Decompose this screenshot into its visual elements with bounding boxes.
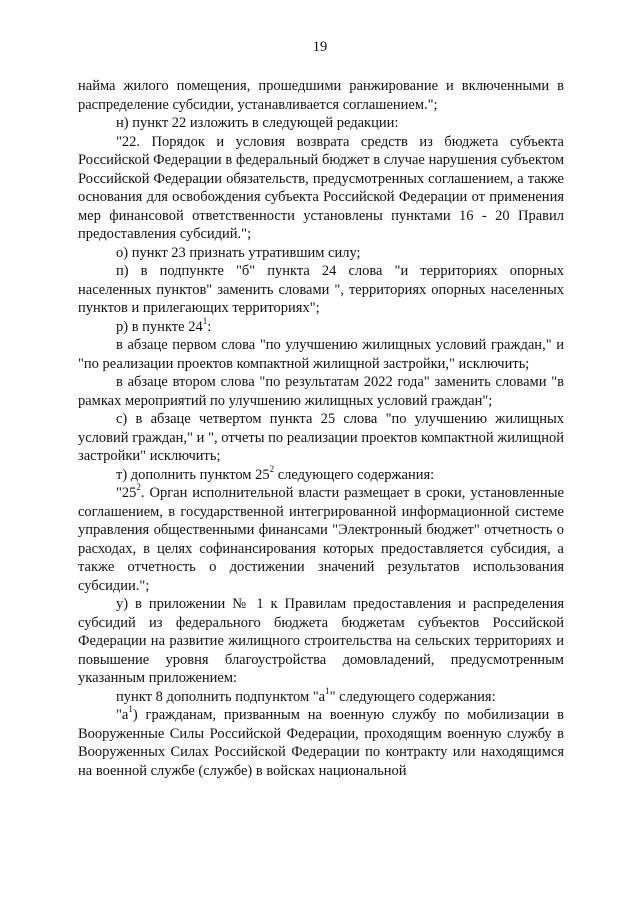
- paragraph-text: пункт 8 дополнить подпунктом "а: [116, 688, 326, 705]
- paragraph: [78, 315, 564, 337]
- superscript: 2: [136, 482, 141, 493]
- paragraph-text: р) в пункте 24: [116, 318, 203, 335]
- paragraph-text: :: [207, 318, 212, 335]
- paragraph: [78, 77, 564, 114]
- paragraph-text: " следующего содержания:: [329, 688, 496, 705]
- paragraph-text: "25: [116, 485, 137, 501]
- superscript: 1: [202, 315, 208, 326]
- paragraph: [78, 114, 564, 133]
- superscript: 1: [325, 685, 330, 696]
- superscript: 2: [269, 463, 275, 474]
- paragraph-text: у) в приложении № 1 к Правилам предоставления и распределения субсидий из федерального бюджета бюджетам субъектов Российской Федерации на развитие жилищного строительства на сельских территориях и повышение уровня благоустройства домовладений, предусмотренным указанным приложением:: [78, 596, 564, 686]
- paragraph: [78, 244, 564, 263]
- paragraph-text: "а: [116, 707, 129, 723]
- page-number: 19: [312, 39, 328, 55]
- document-body: [78, 77, 564, 780]
- paragraph: [78, 336, 564, 373]
- paragraph-text: ) гражданам, призванным на военную службу по мобилизации в Вооруженные Силы Российской Федерации, проходящим военную службу в Вооруженных Силах Российской Федерации по контракту или находящимся на военной службе (службе) в войсках национальной: [78, 707, 564, 779]
- paragraph: [78, 484, 564, 595]
- paragraph: [78, 706, 564, 780]
- paragraph-text: в абзаце первом слова "по улучшению жилищных условий граждан," и "по реализации проектов компактной жилищной застройки," исключить;: [78, 337, 564, 372]
- paragraph: [78, 685, 564, 707]
- paragraph: [78, 595, 564, 688]
- paragraph-text: следующего содержания:: [274, 466, 435, 483]
- paragraph-text: с) в абзаце четвертом пункта 25 слова "по улучшению жилищных условий граждан," и ", отчеты по реализации проектов компактной жилищной застройки" исключить;: [78, 411, 564, 464]
- superscript: 1: [128, 704, 133, 715]
- paragraph-text: в абзаце втором слова "по результатам 2022 года" заменить словами "в рамках мероприятий по улучшению жилищных условий граждан";: [78, 374, 564, 409]
- paragraph-text: . Орган исполнительной власти размещает в сроки, установленные соглашением, в государственной интегрированной информационной системе управления общественными финансами "Электронный бюджет" отчетность о расходах, в целях софинансирования которых предоставляется субсидия, а также отчетность о достижении значений результатов использования субсидии.";: [78, 485, 564, 594]
- paragraph-text: о) пункт 23 признать утратившим силу;: [116, 244, 361, 261]
- paragraph-text: п) в подпункте "б" пункта 24 слова "и территориях опорных населенных пунктов" заменить словами ", территориях опорных населенных пунктов и прилегающих территориях";: [78, 263, 564, 316]
- paragraph: [78, 463, 564, 485]
- paragraph-text: "22. Порядок и условия возврата средств из бюджета субъекта Российской Федерации в федеральный бюджет в случае нарушения субъектом Российской Федерации обязательств, предусмотренных соглашением, а также основания для освобождения субъекта Российской Федерации от применения мер финансовой ответственности установлены пунктами 16 - 20 Правил предоставления субсидий.";: [78, 133, 564, 242]
- paragraph-text: найма жилого помещения, прошедшими ранжирование и включенными в распределение субсидии, устанавливается соглашением.";: [78, 78, 564, 113]
- paragraph: [78, 410, 564, 466]
- paragraph: [78, 262, 564, 318]
- paragraph: [78, 133, 564, 244]
- paragraph-text: н) пункт 22 изложить в следующей редакции:: [116, 115, 399, 131]
- paragraph-text: т) дополнить пунктом 25: [116, 466, 270, 483]
- paragraph: [78, 373, 564, 410]
